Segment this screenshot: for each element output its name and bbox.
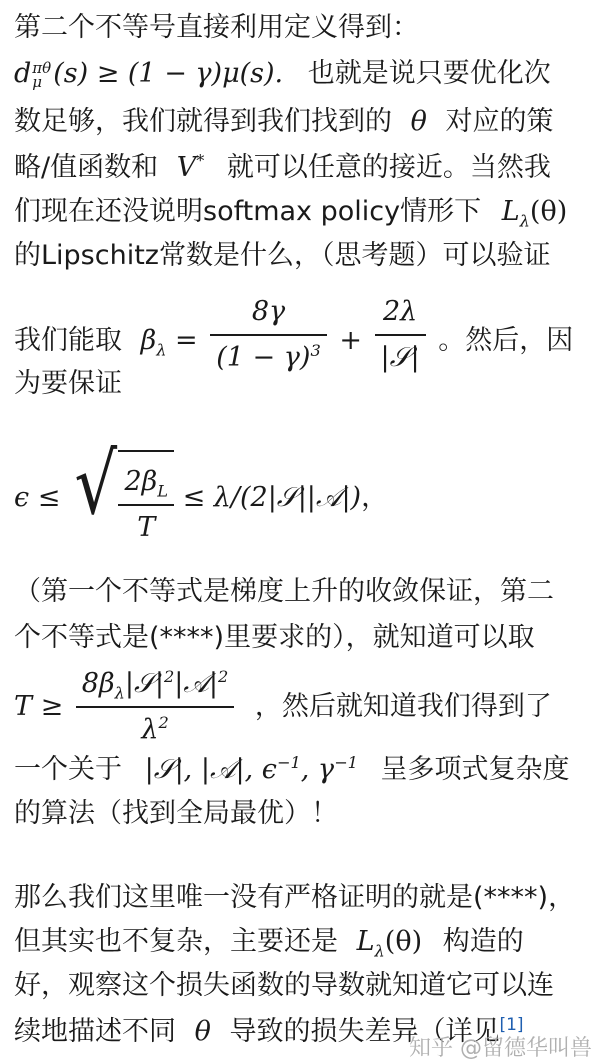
text: 们现在还没说明softmax policy情形下 xyxy=(14,196,482,227)
math-set-S: |𝒮| xyxy=(124,668,164,699)
fraction xyxy=(375,292,426,378)
math-V: V xyxy=(176,152,197,183)
math-star: * xyxy=(196,151,205,170)
text: （第一个不等式是梯度上升的收敛保证，第二 xyxy=(14,576,554,607)
text-line xyxy=(14,102,553,142)
math-d-symbol: d xyxy=(14,58,32,89)
math-T-ge: T ≥ xyxy=(14,691,72,722)
text: 一个关于 xyxy=(14,754,122,785)
math-lambda-sub: λ xyxy=(156,340,167,360)
math-L: L xyxy=(501,196,520,227)
text-line xyxy=(14,966,554,1006)
math-exponent: 2 xyxy=(163,667,175,686)
text-line xyxy=(14,750,570,790)
text-line xyxy=(14,572,554,612)
math-gamma: , γ xyxy=(300,754,335,785)
math-L: L xyxy=(356,926,375,957)
math-theta: θ xyxy=(410,106,427,137)
text: ， xyxy=(361,482,389,513)
text: 但其实也不复杂，主要还是 xyxy=(14,926,338,957)
text-line xyxy=(14,296,574,373)
text-line xyxy=(14,8,419,48)
text: 的算法（找到全局最优）！ xyxy=(14,798,338,829)
text: 呈多项式复杂度 xyxy=(380,754,570,785)
text: 略/值函数和 xyxy=(14,152,159,183)
text: 续地描述不同 xyxy=(14,1016,176,1047)
watermark: 知乎 @留德华叫兽 xyxy=(409,1036,592,1061)
display-equation xyxy=(14,435,389,543)
math-equals: = xyxy=(166,325,207,356)
math-superscript: πθ xyxy=(32,58,52,77)
text-line xyxy=(14,148,551,188)
text-line xyxy=(14,618,535,658)
text-line xyxy=(14,364,122,404)
text: 也就是说只要优化次 xyxy=(307,58,551,89)
math-set-A: |𝒜| xyxy=(174,668,219,699)
text: 导致的损失差异（详见 xyxy=(229,1016,500,1047)
math-subscript: L xyxy=(157,480,168,500)
square-root xyxy=(69,435,174,554)
fraction xyxy=(76,664,235,750)
text: 我们能取 xyxy=(14,325,122,356)
fraction-numerator: 2β xyxy=(124,465,158,497)
radical-sign: √ xyxy=(74,435,118,533)
text: ，然后就知道我们得到了 xyxy=(254,691,552,722)
math-subscript: λ xyxy=(114,683,125,703)
fraction-denominator: |𝒮| xyxy=(380,342,420,373)
text-line xyxy=(14,236,550,276)
fraction-denominator: T xyxy=(137,511,156,543)
text-line xyxy=(14,878,575,918)
math-lambda-sub: λ xyxy=(519,211,530,231)
math-theta: θ xyxy=(194,1016,211,1047)
math-exponent: −1 xyxy=(276,753,301,772)
text-line xyxy=(14,192,567,232)
fraction-numerator: 8γ xyxy=(210,292,326,336)
math-subscript: μ xyxy=(32,72,43,91)
fraction-numerator: 2λ xyxy=(375,292,426,336)
fraction xyxy=(210,292,326,378)
fraction-numerator: 8β xyxy=(81,668,115,699)
fraction-denominator: (1 − γ) xyxy=(216,342,311,373)
math-theta-arg: (θ) xyxy=(384,926,423,957)
text: 个不等式是(****)里要求的），就知道可以取 xyxy=(14,622,535,653)
math-exponent: 3 xyxy=(310,341,321,360)
text: 的Lipschitz常数是什么，（思考题）可以验证 xyxy=(14,240,551,271)
text: 。然后，因 xyxy=(438,325,574,356)
math-beta: β xyxy=(140,325,157,356)
text: 对应的策 xyxy=(445,106,554,137)
math-bound: ≤ λ/(2|𝒮||𝒜|) xyxy=(174,482,362,513)
math-inequality: (s) ≥ (1 − γ)μ(s). xyxy=(53,58,284,89)
math-exponent: −1 xyxy=(334,753,358,772)
math-exponent: 2 xyxy=(218,667,229,686)
text: 构造的 xyxy=(442,926,524,957)
text-line xyxy=(14,664,552,744)
math-sets: |𝒮|, |𝒜|, ϵ xyxy=(144,754,277,785)
math-theta-arg: (θ) xyxy=(529,196,568,227)
fraction-denominator: λ xyxy=(141,714,159,745)
math-lambda-sub: λ xyxy=(374,941,385,961)
math-plus: + xyxy=(330,325,371,356)
text: 那么我们这里唯一没有严格证明的就是(****)， xyxy=(14,882,576,913)
text-line xyxy=(14,794,338,834)
text-line xyxy=(14,54,551,94)
text: 为要保证 xyxy=(14,368,122,399)
text: 就可以任意的接近。当然我 xyxy=(226,152,551,183)
text: 第二个不等号直接利用定义得到： xyxy=(14,12,419,43)
text: 好，观察这个损失函数的导数就知道它可以连 xyxy=(14,970,554,1001)
text-line xyxy=(14,922,524,962)
math-exponent: 2 xyxy=(158,713,169,732)
reference-link[interactable]: [1] xyxy=(499,1015,524,1035)
text: 数足够，我们就得到我们找到的 xyxy=(14,106,392,137)
math-epsilon-le: ϵ ≤ xyxy=(14,482,69,513)
